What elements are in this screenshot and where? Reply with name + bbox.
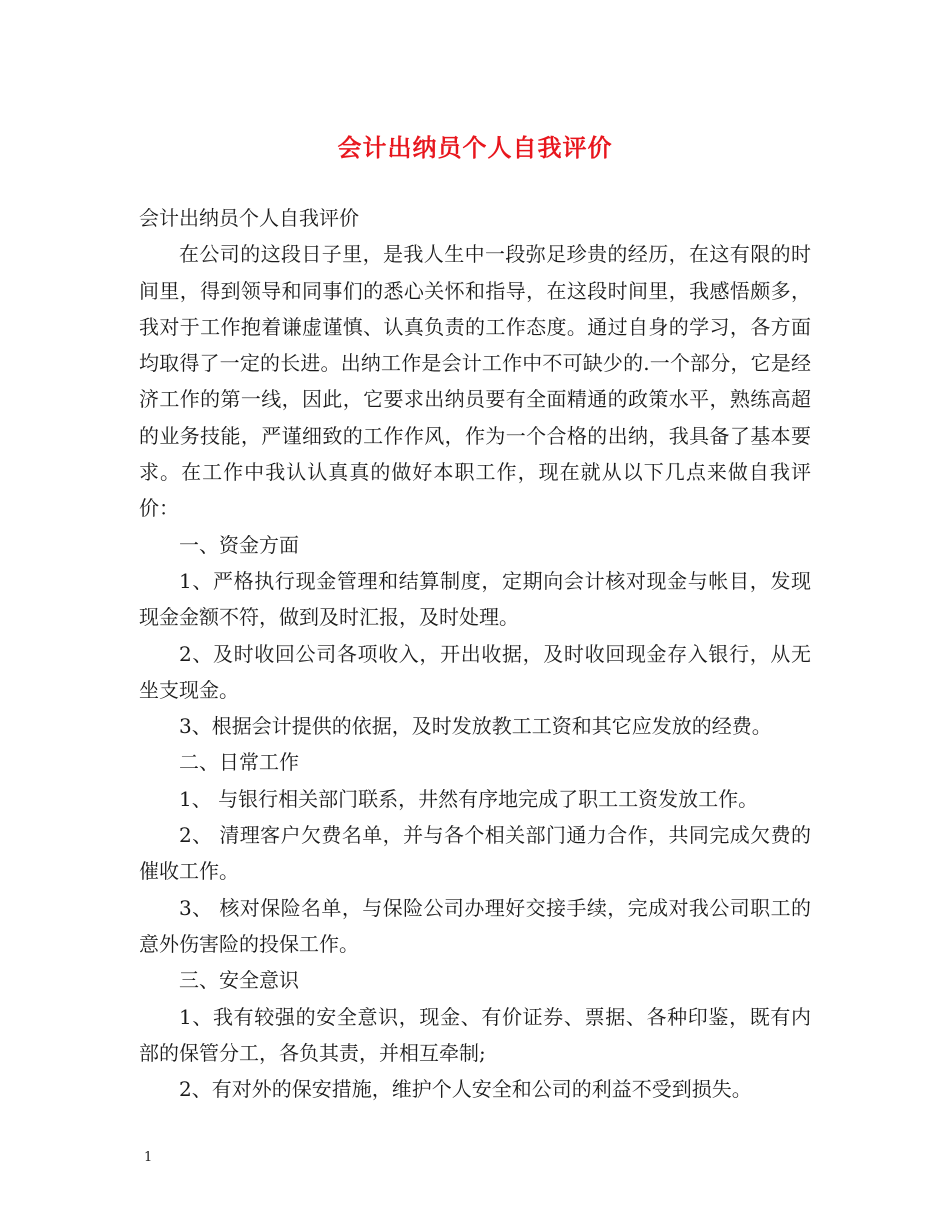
daily-work-item-1: 1、 与银行相关部门联系，井然有序地完成了职工工资发放工作。: [179, 786, 759, 811]
intro-paragraph: 在公司的这段日子里，是我人生中一段弥足珍贵的经历，在这有限的时间里，得到领导和同事们的悉心关怀和指导，在这段时间里，我感悟颇多，我对于工作抱着谦虚谨慎、认真负责的工作态度。通过自身的学习，各方面均取得了一定的长进。出纳工作是会计工作中不可缺少的.一个部分，它是经济工作的第一线，因此，它要求出纳员要有全面精通的政策水平，熟练高超的业务技能，严谨细致的工作作风，作为一个合格的出纳，我具备了基本要求。在工作中我认认真真的做好本职工作，现在就从以下几点来做自我评价：: [139, 242, 811, 521]
funds-item-3: 3、根据会计提供的依据，及时发放教工工资和其它应发放的经费。: [179, 714, 772, 739]
document-title: 会计出纳员个人自我评价: [337, 133, 613, 162]
document-body: [139, 200, 811, 1107]
daily-work-item-3: 3、 核对保险名单，与保险公司办理好交接手续，完成对我公司职工的意外伤害险的投保工作。: [139, 895, 811, 956]
funds-item-1: 1、严格执行现金管理和结算制度，定期向会计核对现金与帐目，发现现金金额不符，做到及时汇报，及时处理。: [139, 568, 811, 630]
page-number: 1: [144, 1150, 153, 1165]
safety-item-2: 2、有对外的保安措施，维护个人安全和公司的利益不受到损失。: [179, 1077, 752, 1102]
section-heading-safety: 三、安全意识: [179, 968, 299, 993]
subtitle-line: 会计出纳员个人自我评价: [139, 206, 359, 230]
daily-work-item-2: 2、 清理客户欠费名单，并与各个相关部门通力合作，共同完成欠费的催收工作。: [139, 823, 811, 884]
section-heading-daily-work: 二、日常工作: [179, 750, 299, 775]
section-heading-funds: 一、资金方面: [179, 532, 299, 557]
funds-item-2: 2、及时收回公司各项收入，开出收据，及时收回现金存入银行，从无坐支现金。: [139, 641, 811, 702]
safety-item-1: 1、我有较强的安全意识，现金、有价证券、票据、各种印鉴，既有内部的保管分工，各负其责，并相互牵制;: [139, 1004, 811, 1065]
